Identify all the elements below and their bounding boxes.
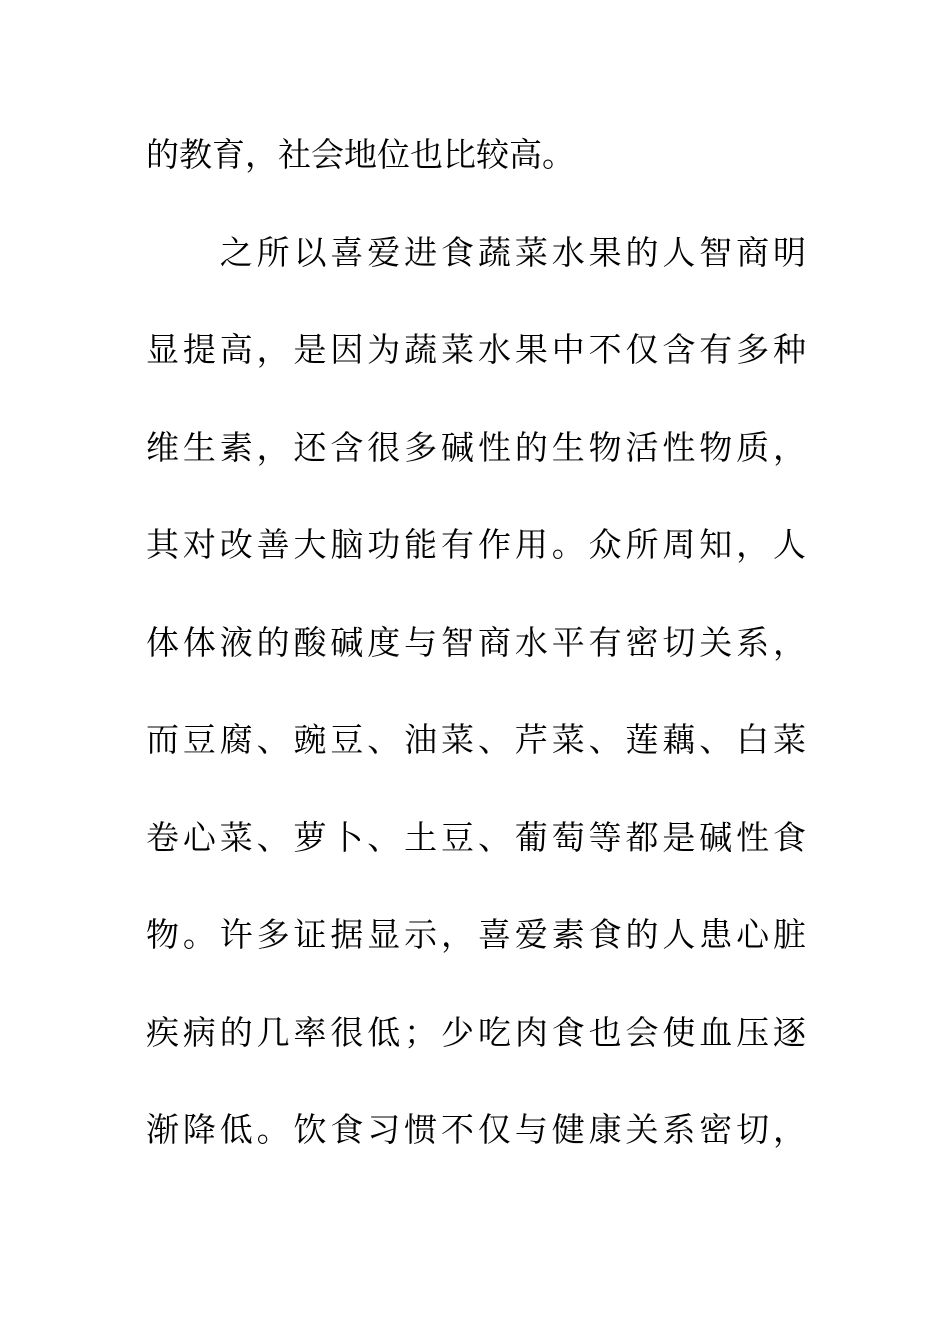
body-text (146, 125, 806, 1198)
text-line: 维生素，还含很多碱性的生物活性物质， (146, 427, 806, 467)
text-line: 物。许多证据显示，喜爱素食的人患心脏 (146, 915, 806, 954)
text-line: 体体液的酸碱度与智商水平有密切关系， (146, 622, 806, 662)
text-line: 显提高，是因为蔬菜水果中不仅含有多种 (146, 330, 806, 369)
text-line: 疾病的几率很低；少吃肉食也会使血压逐 (146, 1012, 806, 1052)
text-line: 之所以喜爱进食蔬菜水果的人智商明 (146, 232, 806, 272)
text-line: 渐降低。饮食习惯不仅与健康关系密切， (146, 1110, 806, 1149)
text-line: 的教育，社会地位也比较高。 (146, 135, 575, 174)
text-line: 卷心菜、萝卜、土豆、葡萄等都是碱性食 (146, 817, 806, 857)
text-line: 而豆腐、豌豆、油菜、芹菜、莲藕、白菜 (146, 720, 806, 759)
text-line: 其对改善大脑功能有作用。众所周知，人 (146, 525, 806, 564)
